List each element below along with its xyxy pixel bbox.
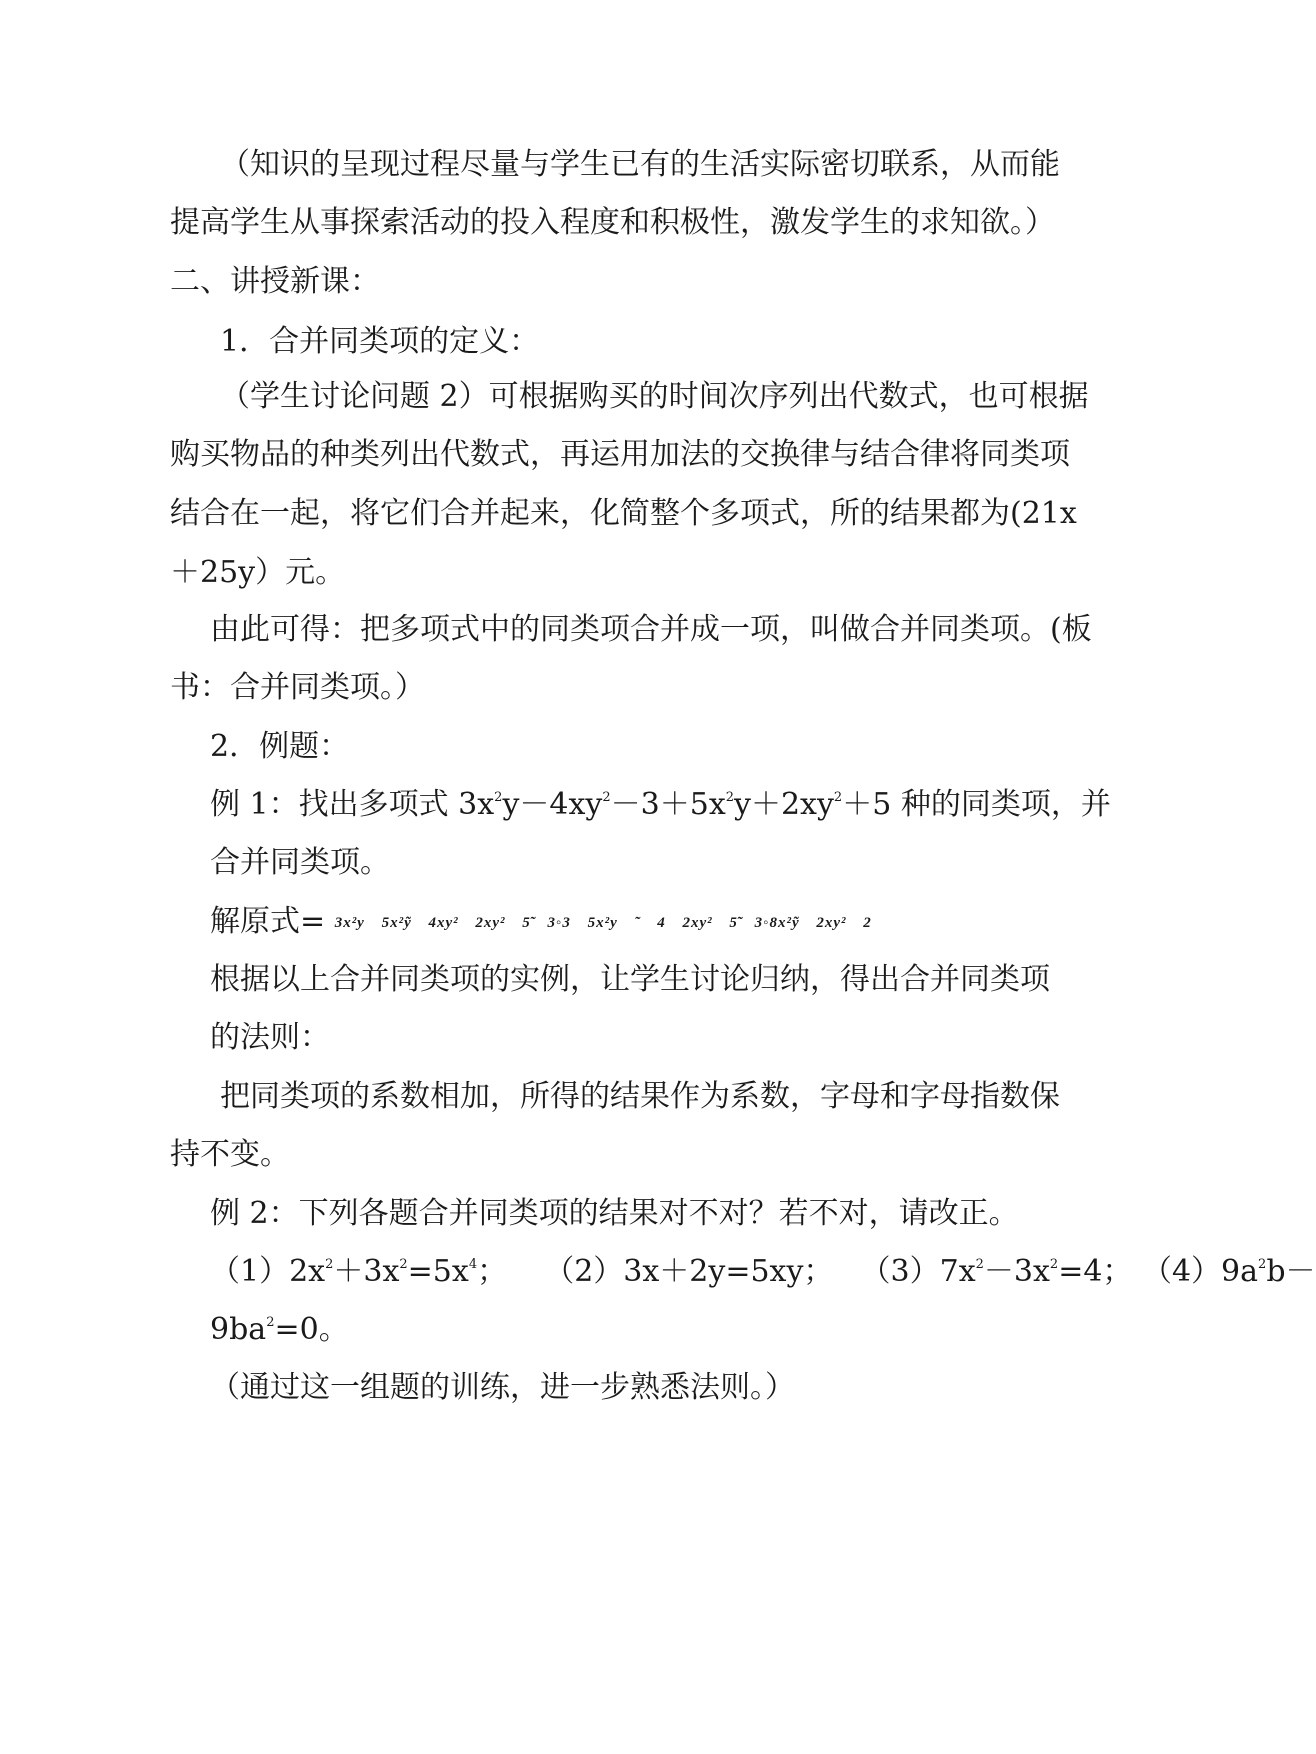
exponent: 4	[468, 1257, 478, 1272]
question-text: （3）7x	[860, 1254, 976, 1289]
exponent: 2	[602, 790, 611, 805]
question-4	[1142, 1254, 1316, 1289]
question-text: =0。	[274, 1312, 349, 1347]
exponent: 2	[975, 1257, 984, 1272]
rule-intro-line1: 根据以上合并同类项的实例，让学生讨论归纳，得出合并同类项	[210, 962, 1050, 997]
example1-term: y－4xy	[502, 787, 603, 822]
solution-line	[210, 902, 872, 943]
exponent: 2	[833, 790, 843, 805]
subsection-definition-heading: 1．合并同类项的定义：	[220, 324, 540, 359]
exponent: 2	[1258, 1257, 1267, 1272]
subsection-examples-heading: 2．例题：	[210, 729, 350, 764]
para1-line2: 提高学生从事探索活动的投入程度和积极性，激发学生的求知欲。）	[170, 205, 1055, 240]
question-2: （2）3x＋2y=5xy；	[544, 1254, 834, 1289]
exponent: 2	[725, 790, 735, 805]
section-heading: 二、讲授新课：	[170, 264, 380, 299]
closing-note: （通过这一组题的训练，进一步熟悉法则。）	[210, 1370, 795, 1405]
solution-label: 解原式=	[210, 904, 326, 939]
example1-line1	[210, 785, 1111, 831]
exponent: 2	[325, 1257, 334, 1272]
question-text: b－	[1266, 1254, 1316, 1289]
question-text: =5x	[407, 1254, 469, 1289]
question-text: （1）2x	[210, 1254, 326, 1289]
question-text: ；	[477, 1254, 508, 1289]
example1-prefix: 例 1：找出多项式 3x	[210, 787, 495, 822]
example2-questions	[210, 1252, 1316, 1298]
question-text: （4）9a	[1141, 1254, 1259, 1289]
exponent: 2	[266, 1315, 275, 1330]
definition-line2: 书：合并同类项。）	[170, 670, 425, 705]
rule-intro-line2: 的法则：	[210, 1020, 330, 1055]
example2-line1: 例 2：下列各题合并同类项的结果对不对？若不对，请改正。	[210, 1196, 1019, 1231]
example1-line2: 合并同类项。	[210, 845, 390, 880]
para1-line1: （知识的呈现过程尽量与学生已有的生活实际密切联系，从而能	[220, 147, 1060, 182]
para2-line2: 购买物品的种类列出代数式，再运用加法的交换律与结合律将同类项	[170, 437, 1070, 472]
solution-expression: 3x²y 5x²ỹ 4xy² 2xy² 5̃ 3◦3 5x²y ˜ 4 2xy² 5̃ 3◦8x²ỹ 2xy² 2	[334, 915, 872, 931]
question-text: =4；	[1058, 1254, 1133, 1289]
question-text: 9ba	[210, 1312, 267, 1347]
exponent: 2	[399, 1257, 408, 1272]
question-3	[861, 1254, 1133, 1289]
question-text: ＋3x	[333, 1254, 400, 1289]
definition-line1: 由此可得：把多项式中的同类项合并成一项，叫做合并同类项。(板	[210, 612, 1092, 647]
question-text: －3x	[983, 1254, 1050, 1289]
example1-term: －3＋5x	[610, 787, 726, 822]
para2-line3: 结合在一起，将它们合并起来，化简整个多项式，所的结果都为(21x	[170, 496, 1077, 531]
example1-suffix: ＋5 种的同类项，并	[842, 787, 1111, 822]
example1-term: y＋2xy	[734, 787, 834, 822]
para2-line1: （学生讨论问题 2）可根据购买的时间次序列出代数式，也可根据	[220, 379, 1089, 414]
rule-line2: 持不变。	[170, 1137, 290, 1172]
example2-line3	[210, 1310, 349, 1356]
rule-line1: 把同类项的系数相加，所得的结果作为系数，字母和字母指数保	[220, 1079, 1060, 1114]
exponent: 2	[494, 790, 503, 805]
exponent: 2	[1049, 1257, 1059, 1272]
para2-line4: ＋25y）元。	[170, 555, 346, 590]
question-1	[210, 1254, 507, 1289]
